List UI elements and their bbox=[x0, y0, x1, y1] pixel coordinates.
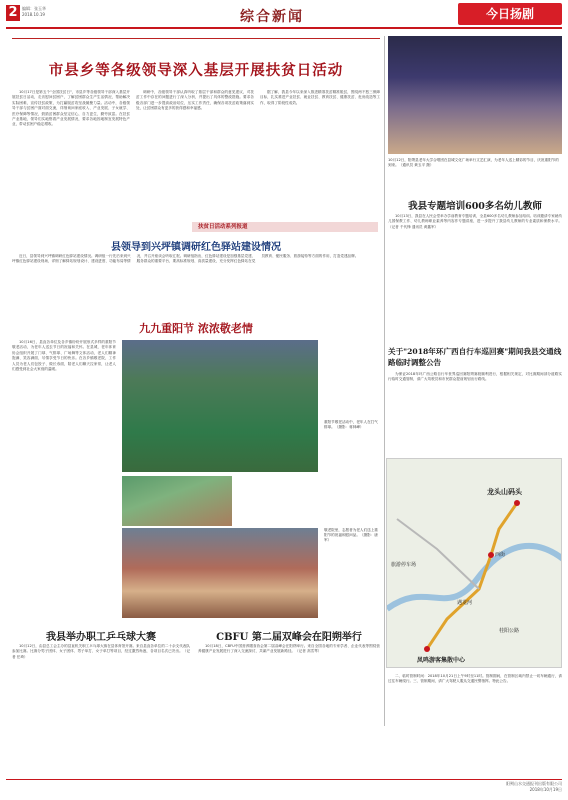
story2-body: 近日，县领导到兴坪镇调研红色驿站建设情况。调研组一行先后来到兴坪镇红色驿站建设现场，详细了解驿站规划设计、建设进度、功能布局等情况，并召开座谈会听取汇报。调研组指出，红色驿站建设是加强基层党建、服务群众的重要平台，要高标准规划、高质量建设，充分发挥红色驿站在党员教育、便民服务、旅游接待等方面的作用，打造党建品牌。 bbox=[12, 254, 359, 264]
volleyball-photo-caption: 重阳节敬老活动中，老年人在打气排球。（摄影：蒋林峰） bbox=[324, 420, 378, 429]
route-map bbox=[386, 458, 562, 668]
map-label-ferry: 旅游停车场 bbox=[391, 562, 417, 568]
page-number: 2 bbox=[6, 5, 20, 21]
story4-body: 10月12日，由县总工会主办的县直机关职工乒乓球大赛在县体育馆开赛。来自县直各单位的二十余支代表队参加比赛。比赛分男子团体、女子团体、男子单打、女子单打等项目，经过激烈角逐，各项目名次已决出。（记者 任琦） bbox=[12, 644, 190, 659]
road-line bbox=[397, 519, 479, 589]
publisher-name: 阳朔山水交通报刊出版有限公司 bbox=[506, 781, 562, 786]
teacher-training-body: 10月13日，我县在人民会堂举办学前教育专题培训，全县600多名幼儿教师参加培训。培训邀请专家就幼儿园保教工作、幼儿教师职业素养等内容作专题讲座，进一步提升了我县幼儿教师的专业素质和保教水平。（记者 千代锋 通讯员 黄鑫军） bbox=[388, 214, 562, 229]
elderly-care-photo bbox=[122, 528, 318, 618]
header-meta bbox=[22, 6, 46, 18]
date-line: 2018.10.19 bbox=[22, 12, 45, 17]
choir-stage-photo bbox=[388, 36, 562, 154]
story4-headline: 我县举办职工乒乓球大赛 bbox=[46, 632, 156, 643]
newspaper-brand: 今日扬剧 bbox=[458, 3, 562, 25]
map-label-river: 遇龙河 bbox=[457, 600, 473, 606]
story2-headline: 县领导到兴坪镇调研红色驿站建设情况 bbox=[111, 242, 281, 253]
traffic-notice-headline: 关于"2018年环广西自行车巡回赛"期间我县交通线路临时调整公告 bbox=[388, 347, 562, 367]
lead-headline: 市县乡等各级领导深入基层开展扶贫日活动 bbox=[48, 63, 344, 79]
story5-headline: CBFU 第二届双峰会在阳朔举行 bbox=[216, 632, 362, 643]
elderly-care-photo-caption: 敬老院里，志愿者为老人们送上重阳节的祝福和慰问品。（摄影：唐军） bbox=[324, 528, 378, 542]
center-marker bbox=[424, 646, 430, 652]
series-strip-label: 扶贫日活动系列报道 bbox=[192, 222, 378, 232]
map-label-center: 凤鸣游客集散中心 bbox=[417, 657, 466, 664]
column-divider bbox=[384, 36, 385, 726]
river-line bbox=[387, 546, 562, 609]
footer-rule bbox=[6, 779, 562, 780]
footer-publisher bbox=[440, 781, 562, 793]
map-label-xijie: 西街 bbox=[495, 552, 506, 558]
choir-photo-caption: 10月12日，阳朔县老年大学合唱团在县城文化广场举行文艺汇演，为老年人送上精彩的节目，庆祝重阳节的到来。（通讯员 黄玉平 摄） bbox=[388, 158, 559, 167]
header-rule bbox=[6, 27, 562, 29]
map-label-longtou: 龙头山码头 bbox=[487, 488, 522, 496]
event-photo-small bbox=[122, 476, 232, 526]
map-label-road: 桂阳公路 bbox=[499, 628, 520, 634]
traffic-notice-body: 为保证2018年环广西公路自行车世界巡回赛阳朔赛段顺利进行，根据相关规定，对比赛期间部分道路实行临时交通管制，请广大驾驶员和市民群众提前规划出行路线。 bbox=[388, 372, 562, 382]
xijie-marker bbox=[488, 552, 494, 558]
publish-date: 2018年10月19日 bbox=[529, 787, 562, 792]
lead-body-col2: 调研中，各级领导干部认真听取了基层干部和群众的意见建议，对扶贫工作中存在的问题进行了深入分析，并提出了具体的整改措施。要求各级各部门进一步提高政治站位，压实工作责任，确保各项扶贫政策落到实处，让贫困群众有更多的获得感和幸福感。 bbox=[136, 90, 254, 111]
lead-body-col3: 据了解，我县今年以来深入推进精准扶贫精准脱贫，围绕两不愁三保障目标，扎实推进产业扶贫、就业扶贫、教育扶贫、健康扶贫、危房改造等工作，取得了阶段性成效。 bbox=[260, 90, 380, 105]
teacher-training-headline: 我县专题培训600多名幼儿教师 bbox=[408, 201, 542, 212]
section-title: 综合新闻 bbox=[240, 9, 304, 25]
traffic-notice-body-continued: 二、临时管制时间：2018年10月21日上午9时至11时。管制期间，在管制区域内禁止一切车辆通行，请过往车辆绕行。三、管制期间，请广大驾驶人服从交通民警指挥。特此公告。 bbox=[388, 674, 562, 684]
longtou-marker bbox=[514, 500, 520, 506]
story3-headline: 九九重阳节 浓浓敬老情 bbox=[139, 322, 253, 335]
volleyball-photo bbox=[122, 340, 318, 472]
lead-body-col1: 10月17日是第五个"全国扶贫日"，市县乡等各级领导干部深入基层开展扶贫日活动，走访慰问贫困户，了解贫困群众生产生活情况，帮助解决实际困难，宣传扶贫政策，为打赢脱贫攻坚战凝聚力量。活动中，各级领导干部与贫困户面对面交流，详细询问家庭收入、产业发展、子女就学、医疗保障等情况，鼓励贫困群众坚定信心，自力更生，勤劳致富。在扶贫产业基地，领导们实地察看产业发展情况，要求各地因地制宜发展特色产业，带动贫困户稳定增收。 bbox=[12, 90, 130, 127]
story3-body: 10月16日，县直各单位及各乡镇纷纷开展形式多样的重阳节敬老活动，为老年人送去节日的祝福和关怀。在县城，老年体育协会组织开展了门球、气排球、广场舞等文体活动，老人们精神饱满、笑容满面，尽情享受节日的快乐。在各乡镇敬老院，工作人员为老人们包饺子、做长寿面，陪老人们聊天拉家常，让老人们感受到社会大家庭的温暖。 bbox=[12, 340, 116, 372]
editor-line: 编辑：张玉华 bbox=[22, 6, 46, 11]
story5-body: 10月18日，CBFU中国营养膳食协会第二届双峰会在阳朔举行。来自全国各地的专家学者、企业代表等围绕营养健康产业发展进行了深入交流探讨，共谋产业发展新路径。（记者 高雪琴） bbox=[198, 644, 380, 654]
